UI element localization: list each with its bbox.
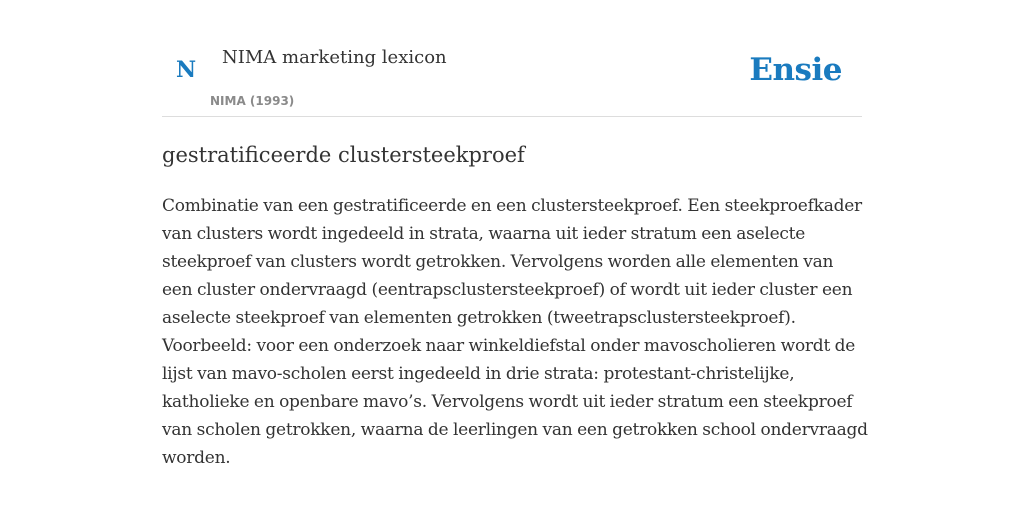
source-title-link[interactable]: NIMA marketing lexicon	[222, 47, 447, 68]
entry-definition: Combinatie van een gestratificeerde en een clustersteekproef. Een steekproefkader van clusters wordt ingedeeld in strata, waarna uit ieder stratum een aselecte steekproef van clusters wordt getrokken. Vervolgens worden alle elementen van een cluster ondervraagd (eentrapsclustersteekproef) of wordt uit ieder cluster een aselecte steekproef van elementen getrokken (tweetrapsclustersteekproef). Voorbeeld: voor een onderzoek naar winkeldiefstal onder mavoscholieren wordt de lijst van mavo-scholen eerst ingedeeld in drie strata: protestant-christelijke, katholieke en openbare mavo’s. Vervolgens wordt uit ieder stratum een steekproef van scholen getrokken, waarna de leerlingen van een getrokken school ondervraagd worden.	[162, 196, 868, 468]
source-initial-icon: N	[176, 57, 197, 83]
source-header	[162, 0, 862, 117]
source-meta: NIMA (1993)	[210, 94, 295, 108]
entry-term: gestratificeerde clustersteekproef	[162, 143, 525, 167]
entry-card	[162, 0, 868, 512]
ensie-logo[interactable]: Ensie	[749, 52, 842, 88]
